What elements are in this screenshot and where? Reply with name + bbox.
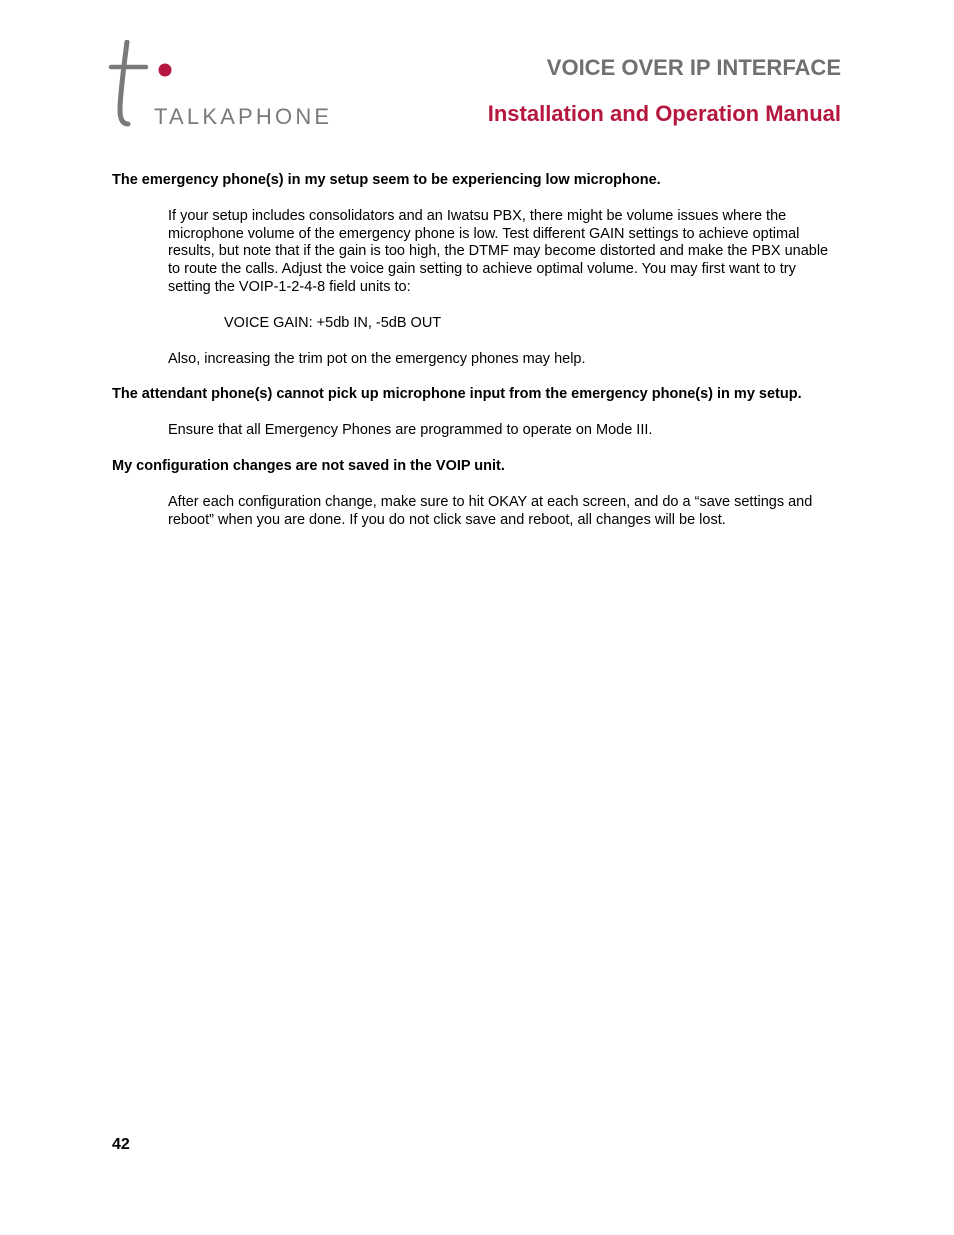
faq-answer-1: If your setup includes consolidators and an Iwatsu PBX, there might be volume issues where the microphone volume of the emergency phone is low. Test different GAIN settings to achieve optimal results, but note that if the gain is too high, the DTMF may become distorted and make the PBX unable to route the calls. Adjust the voice gain setting to achieve optimal volume. You may first want to try setting the VOIP-1-2-4-8 field units to: (168, 207, 829, 295)
page-number: 42 (112, 1136, 130, 1153)
logo-wordmark: TALKAPHONE (154, 104, 333, 129)
faq-question-1: The emergency phone(s) in my setup seem to be experiencing low microphone. (112, 172, 661, 188)
document-subtitle: Installation and Operation Manual (487, 101, 841, 126)
voice-gain-setting: VOICE GAIN: +5db IN, -5dB OUT (224, 314, 442, 331)
faq-question-3: My configuration changes are not saved in the VOIP unit. (112, 457, 505, 474)
talkaphone-logo (108, 40, 368, 130)
document-title: VOICE OVER IP INTERFACE (546, 55, 841, 80)
faq-content (112, 172, 842, 547)
faq-question-2: The attendant phone(s) cannot pick up microphone input from the emergency phone(s) in my setup. (112, 386, 802, 403)
faq-answer-3: After each configuration change, make sure to hit OKAY at each screen, and do a “save settings and reboot” when you are done. If you do not click save and reboot, all changes will be lost. (168, 493, 813, 528)
faq-answer-1-note: Also, increasing the trim pot on the emergency phones may help. (168, 350, 586, 367)
faq-answer-2: Ensure that all Emergency Phones are programmed to operate on Mode III. (168, 422, 653, 439)
